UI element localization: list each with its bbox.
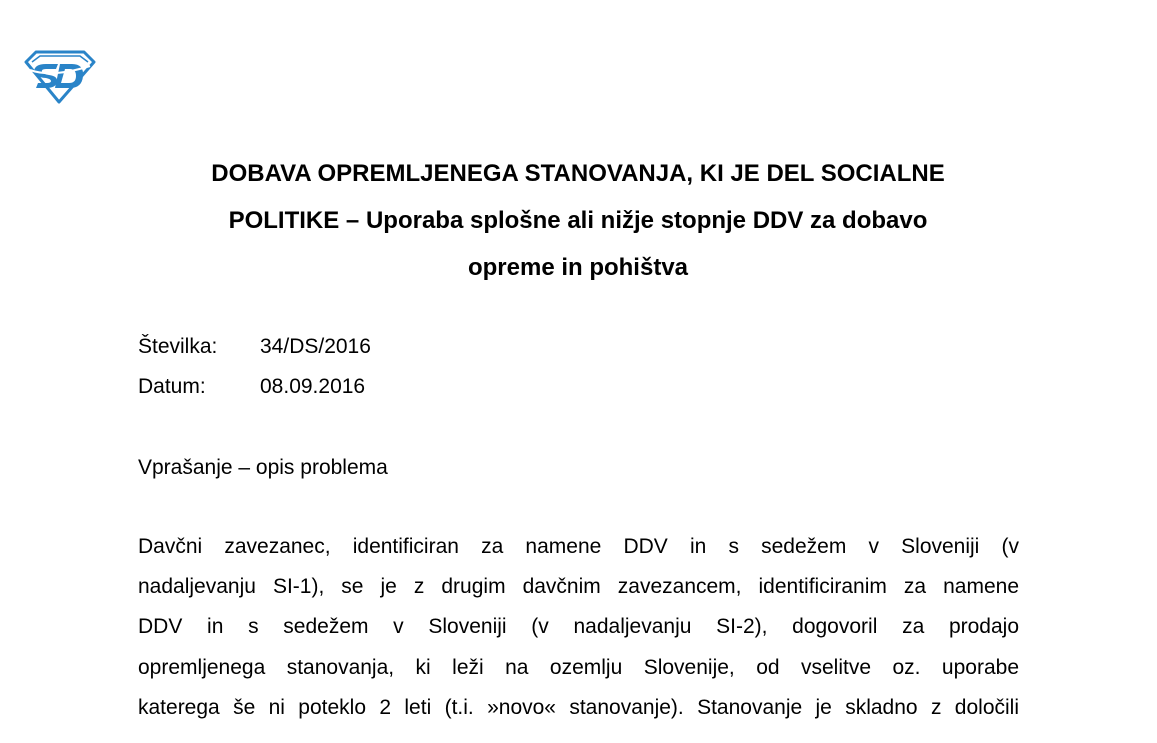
title-line-3: opreme in pohištva xyxy=(467,254,689,281)
date-label: Datum: xyxy=(138,375,206,398)
date-row xyxy=(138,367,371,407)
title-line-1: DOBAVA OPREMLJENEGA STANOVANJA, KI JE DEL SOCIALNE xyxy=(211,160,945,187)
sd-logo-icon xyxy=(22,48,96,104)
title-line-2: POLITIKE – Uporaba splošne ali nižje stopnje DDV za dobavo xyxy=(228,207,928,234)
section-heading: Vprašanje – opis problema xyxy=(138,456,388,479)
paragraph-line: Davčni zavezanec, identificiran za namene DDV in s sedežem v Sloveniji (v xyxy=(138,535,1019,558)
number-label: Številka: xyxy=(138,335,218,358)
document-meta xyxy=(138,327,371,407)
number-value: 34/DS/2016 xyxy=(260,335,371,358)
document-title xyxy=(138,150,1018,291)
paragraph-line: nadaljevanju SI-1), se je z drugim davčnim zavezancem, identificiranim za namene xyxy=(138,575,1019,599)
date-value: 08.09.2016 xyxy=(260,375,366,398)
paragraph-line: katerega še ni poteklo 2 leti (t.i. »novo« stanovanje). Stanovanje je skladno z določili xyxy=(138,695,1019,719)
paragraph-line: DDV in s sedežem v Sloveniji (v nadaljevanju SI-2), dogovoril za prodajo xyxy=(138,615,1019,639)
paragraph-line: opremljenega stanovanja, ki leži na ozemlju Slovenije, od vselitve oz. uporabe xyxy=(138,655,1019,679)
body-paragraph xyxy=(138,527,1019,728)
number-row xyxy=(138,327,371,367)
